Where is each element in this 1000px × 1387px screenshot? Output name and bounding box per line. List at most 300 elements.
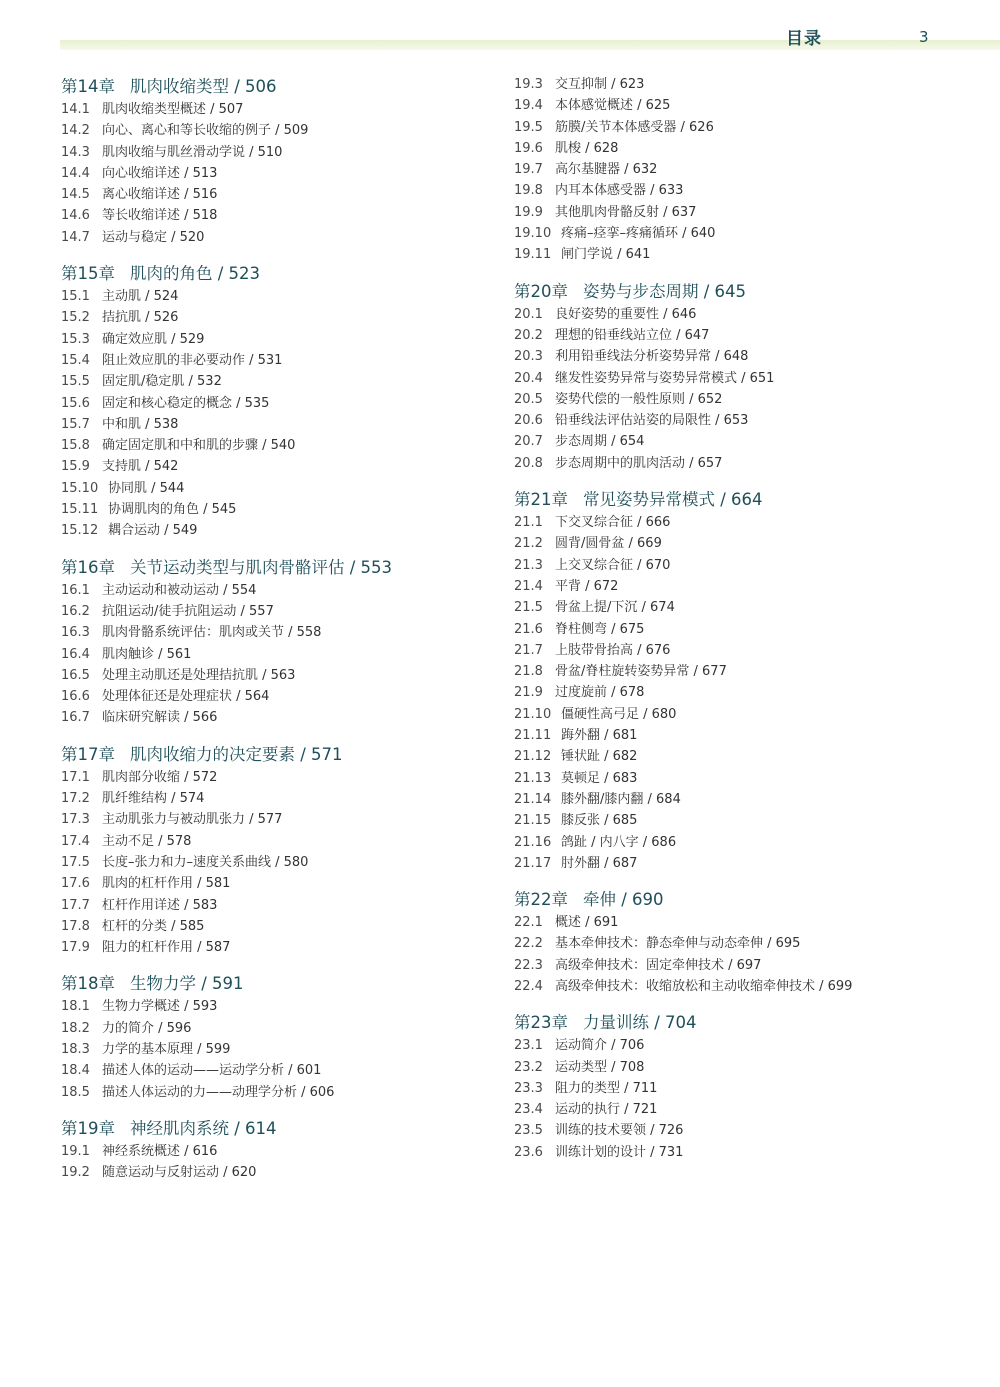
section-number: 18.4 — [61, 1063, 90, 1079]
toc-entry[interactable] — [61, 644, 491, 665]
section-title: 肌肉触诊 / 561 — [102, 646, 192, 662]
section-title: 膝外翻/膝内翻 / 684 — [561, 791, 681, 807]
section-title: 离心收缩详述 / 516 — [102, 187, 218, 203]
section-number: 19.6 — [514, 140, 543, 156]
section-number: 21.1 — [514, 515, 543, 531]
section-title: 过度旋前 / 678 — [555, 685, 645, 701]
section-number: 22.3 — [514, 957, 543, 973]
toc-entry[interactable] — [61, 435, 491, 456]
section-title: 闸门学说 / 641 — [561, 247, 651, 263]
section-title: 临床研究解读 / 566 — [102, 710, 218, 726]
toc-entry[interactable] — [61, 286, 491, 307]
section-title: 其他肌肉骨骼反射 / 637 — [555, 204, 697, 220]
section-number: 14.1 — [61, 102, 90, 117]
toc-entry[interactable] — [514, 389, 954, 410]
toc-entry[interactable] — [514, 74, 954, 95]
section-number: 21.5 — [514, 600, 543, 616]
section-number: 21.2 — [514, 536, 543, 552]
section-number: 14.3 — [61, 144, 90, 160]
toc-chapter — [514, 74, 954, 266]
toc-entry[interactable] — [514, 746, 954, 767]
section-title: 交互抑制 / 623 — [555, 77, 645, 92]
toc-entry[interactable] — [61, 831, 491, 852]
toc-column-left — [61, 76, 491, 1198]
section-title: 铅垂线法评估站姿的局限性 / 653 — [555, 413, 749, 429]
section-title: 长度–张力和力–速度关系曲线 / 580 — [102, 854, 309, 870]
toc-entry[interactable] — [514, 138, 954, 159]
toc-entry[interactable] — [61, 520, 491, 541]
section-number: 21.17 — [514, 855, 552, 871]
section-number: 21.10 — [514, 706, 552, 722]
section-number: 15.2 — [61, 310, 90, 326]
section-title: 协同肌 / 544 — [108, 480, 185, 496]
section-number: 20.8 — [514, 455, 543, 471]
section-number: 15.7 — [61, 416, 90, 432]
chapter-heading[interactable] — [514, 1012, 954, 1034]
section-title: 内耳本体感受器 / 633 — [555, 183, 684, 199]
toc-entry[interactable] — [514, 768, 954, 789]
section-number: 15.11 — [61, 502, 99, 518]
section-title: 姿势代偿的一般性原则 / 652 — [555, 391, 723, 407]
header-band — [60, 40, 1000, 50]
toc-entry[interactable] — [61, 788, 491, 809]
toc-chapter — [61, 973, 491, 1102]
toc-chapter — [61, 557, 491, 729]
chapter-heading[interactable] — [61, 76, 491, 98]
section-title: 概述 / 691 — [555, 915, 619, 931]
chapter-heading[interactable] — [61, 744, 491, 766]
chapter-heading[interactable] — [514, 489, 954, 511]
toc-entry[interactable] — [514, 853, 954, 874]
toc-entry[interactable] — [514, 95, 954, 116]
section-title: 下交叉综合征 / 666 — [555, 515, 671, 531]
chapter-heading[interactable] — [61, 1118, 491, 1140]
section-number: 15.9 — [61, 459, 90, 475]
section-title: 理想的铅垂线站立位 / 647 — [555, 327, 710, 343]
section-number: 16.6 — [61, 689, 90, 705]
toc-entry[interactable] — [514, 955, 954, 976]
section-title: 中和肌 / 538 — [102, 416, 179, 432]
toc-entry[interactable] — [61, 916, 491, 937]
section-title: 主动运动和被动运动 / 554 — [102, 582, 257, 598]
section-number: 18.3 — [61, 1041, 90, 1057]
section-number: 18.1 — [61, 999, 90, 1015]
section-number: 21.9 — [514, 685, 543, 701]
section-number: 22.2 — [514, 936, 543, 952]
section-title: 主动不足 / 578 — [102, 833, 192, 849]
toc-entry[interactable] — [514, 810, 954, 831]
section-number: 22.4 — [514, 978, 543, 994]
section-title: 力学的基本原理 / 599 — [102, 1041, 231, 1057]
section-number: 16.1 — [61, 582, 90, 598]
section-number: 21.12 — [514, 749, 552, 765]
section-number: 16.2 — [61, 603, 90, 619]
section-title: 高尔基腱器 / 632 — [555, 162, 658, 178]
toc-entry[interactable] — [514, 832, 954, 853]
section-number: 20.5 — [514, 391, 543, 407]
toc-entry[interactable] — [514, 912, 954, 933]
toc-entry[interactable] — [514, 202, 954, 223]
section-title: 运动类型 / 708 — [555, 1059, 645, 1075]
toc-entry[interactable] — [61, 227, 491, 248]
section-title: 上肢带骨抬高 / 676 — [555, 642, 671, 658]
section-title: 训练的技术要领 / 726 — [555, 1123, 684, 1139]
section-title: 耦合运动 / 549 — [108, 523, 198, 539]
section-number: 19.1 — [61, 1143, 90, 1159]
toc-entry[interactable] — [514, 368, 954, 389]
section-number: 19.5 — [514, 119, 543, 135]
section-number: 15.6 — [61, 395, 90, 411]
toc-entry[interactable] — [61, 184, 491, 205]
section-number: 16.7 — [61, 710, 90, 726]
toc-chapter — [514, 281, 954, 474]
chapter-number: 第19章 — [61, 1118, 115, 1138]
toc-entry[interactable] — [514, 682, 954, 703]
chapter-number: 第20章 — [514, 281, 568, 301]
section-title: 疼痛–痉挛–疼痛循环 / 640 — [561, 226, 716, 242]
section-title: 描述人体的运动——运动学分析 / 601 — [102, 1063, 322, 1079]
toc-entry[interactable] — [514, 346, 954, 367]
toc-chapter — [61, 744, 491, 959]
toc-entry[interactable] — [61, 996, 491, 1017]
section-number: 19.2 — [61, 1165, 90, 1181]
chapter-title: 神经肌肉系统 / 614 — [130, 1118, 277, 1138]
section-title: 确定固定肌和中和肌的步骤 / 540 — [102, 438, 296, 454]
toc-entry[interactable] — [514, 597, 954, 618]
section-number: 20.6 — [514, 413, 543, 429]
section-title: 固定肌/稳定肌 / 532 — [102, 374, 222, 390]
section-number: 21.14 — [514, 791, 552, 807]
section-number: 20.3 — [514, 349, 543, 365]
section-number: 20.7 — [514, 434, 543, 450]
section-title: 处理主动肌还是处理拮抗肌 / 563 — [102, 667, 296, 683]
toc-chapter — [61, 1118, 491, 1184]
section-title: 随意运动与反射运动 / 620 — [102, 1165, 257, 1181]
toc-entry[interactable] — [61, 456, 491, 477]
toc-entry[interactable] — [514, 1142, 954, 1163]
section-title: 锤状趾 / 682 — [561, 749, 638, 765]
section-number: 18.2 — [61, 1020, 90, 1036]
section-title: 鸽趾 / 内八字 / 686 — [561, 834, 677, 850]
section-number: 21.13 — [514, 770, 552, 786]
section-title: 筋膜/关节本体感受器 / 626 — [555, 119, 714, 135]
toc-chapter — [514, 1012, 954, 1163]
section-number: 23.2 — [514, 1059, 543, 1075]
chapter-number: 第23章 — [514, 1013, 568, 1033]
section-title: 膝反张 / 685 — [561, 813, 638, 829]
toc-entry[interactable] — [61, 393, 491, 414]
toc-entry[interactable] — [61, 707, 491, 728]
toc-chapter — [514, 889, 954, 997]
section-number: 21.8 — [514, 664, 543, 680]
toc-entry[interactable] — [514, 431, 954, 452]
section-title: 等长收缩详述 / 518 — [102, 208, 218, 224]
section-number: 16.3 — [61, 625, 90, 641]
toc-entry[interactable] — [61, 937, 491, 958]
section-title: 步态周期 / 654 — [555, 434, 645, 450]
toc-entry[interactable] — [61, 499, 491, 520]
section-title: 主动肌张力与被动肌张力 / 577 — [102, 812, 283, 828]
section-title: 阻力的类型 / 711 — [555, 1080, 658, 1096]
section-title: 利用铅垂线法分析姿势异常 / 648 — [555, 349, 749, 365]
chapter-number: 第14章 — [61, 77, 115, 96]
toc-entry[interactable] — [514, 661, 954, 682]
chapter-number: 第16章 — [61, 557, 115, 577]
section-number: 14.7 — [61, 229, 90, 245]
section-number: 15.10 — [61, 480, 99, 496]
section-number: 17.5 — [61, 854, 90, 870]
section-title: 杠杆的分类 / 585 — [102, 918, 205, 934]
section-number: 21.7 — [514, 642, 543, 658]
section-number: 19.9 — [514, 204, 543, 220]
section-number: 17.7 — [61, 897, 90, 913]
chapter-number: 第17章 — [61, 744, 115, 764]
toc-entry[interactable] — [514, 410, 954, 431]
toc-entry[interactable] — [514, 725, 954, 746]
toc-entry[interactable] — [61, 767, 491, 788]
section-number: 23.3 — [514, 1080, 543, 1096]
toc-entry[interactable] — [514, 976, 954, 997]
section-title: 高级牵伸技术：收缩放松和主动收缩牵伸技术 / 699 — [555, 978, 853, 994]
toc-entry[interactable] — [61, 895, 491, 916]
section-number: 14.5 — [61, 187, 90, 203]
toc-entry[interactable] — [514, 325, 954, 346]
section-title: 向心、离心和等长收缩的例子 / 509 — [102, 123, 309, 139]
chapter-number: 第21章 — [514, 490, 568, 510]
section-number: 19.11 — [514, 247, 552, 263]
toc-entry[interactable] — [514, 1120, 954, 1141]
toc-entry[interactable] — [514, 704, 954, 725]
section-title: 主动肌 / 524 — [102, 289, 179, 305]
chapter-title: 常见姿势异常模式 / 664 — [583, 490, 763, 510]
section-number: 19.10 — [514, 226, 552, 242]
toc-entry[interactable] — [514, 1099, 954, 1120]
chapter-title: 姿势与步态周期 / 645 — [583, 281, 747, 301]
section-number: 14.2 — [61, 123, 90, 139]
section-number: 19.3 — [514, 77, 543, 92]
section-title: 踇外翻 / 681 — [561, 728, 638, 744]
section-number: 15.1 — [61, 289, 90, 305]
section-title: 肌肉骨骼系统评估：肌肉或关节 / 558 — [102, 625, 322, 641]
section-title: 肌肉部分收缩 / 572 — [102, 769, 218, 785]
toc-entry[interactable] — [61, 120, 491, 141]
toc-entry[interactable] — [61, 809, 491, 830]
section-number: 14.4 — [61, 165, 90, 181]
section-title: 肌纤维结构 / 574 — [102, 791, 205, 807]
toc-entry[interactable] — [514, 789, 954, 810]
chapter-title: 肌肉收缩力的决定要素 / 571 — [130, 744, 343, 764]
toc-entry[interactable] — [61, 1082, 491, 1103]
toc-entry[interactable] — [61, 873, 491, 894]
toc-entry[interactable] — [514, 244, 954, 265]
toc-entry[interactable] — [514, 933, 954, 954]
section-title: 僵硬性高弓足 / 680 — [561, 706, 677, 722]
section-title: 运动与稳定 / 520 — [102, 229, 205, 245]
section-title: 杠杆作用详述 / 583 — [102, 897, 218, 913]
toc-entry[interactable] — [61, 478, 491, 499]
section-number: 15.5 — [61, 374, 90, 390]
toc-entry[interactable] — [61, 371, 491, 392]
toc-entry[interactable] — [514, 555, 954, 576]
section-title: 阻力的杠杆作用 / 587 — [102, 940, 231, 956]
toc-entry[interactable] — [514, 619, 954, 640]
section-title: 训练计划的设计 / 731 — [555, 1144, 684, 1160]
section-number: 17.8 — [61, 918, 90, 934]
toc-entry[interactable] — [61, 414, 491, 435]
section-title: 莫顿足 / 683 — [561, 770, 638, 786]
section-title: 阻止效应肌的非必要动作 / 531 — [102, 352, 283, 368]
section-title: 生物力学概述 / 593 — [102, 999, 218, 1015]
chapter-number: 第18章 — [61, 974, 115, 994]
section-title: 高级牵伸技术：固定牵伸技术 / 697 — [555, 957, 762, 973]
section-title: 脊柱侧弯 / 675 — [555, 621, 645, 637]
section-title: 步态周期中的肌肉活动 / 657 — [555, 455, 723, 471]
section-number: 17.6 — [61, 876, 90, 892]
toc-entry[interactable] — [514, 1078, 954, 1099]
section-title: 平背 / 672 — [555, 578, 619, 594]
toc-entry[interactable] — [514, 576, 954, 597]
toc-entry[interactable] — [61, 622, 491, 643]
section-number: 21.11 — [514, 728, 552, 744]
toc-entry[interactable] — [514, 453, 954, 474]
section-number: 17.2 — [61, 791, 90, 807]
section-title: 处理体征还是处理症状 / 564 — [102, 689, 270, 705]
toc-entry[interactable] — [514, 223, 954, 244]
chapter-number: 第15章 — [61, 264, 115, 284]
section-title: 向心收缩详述 / 513 — [102, 165, 218, 181]
chapter-title: 力量训练 / 704 — [583, 1013, 697, 1033]
section-title: 本体感觉概述 / 625 — [555, 98, 671, 114]
toc-entry[interactable] — [514, 159, 954, 180]
toc-entry[interactable] — [514, 533, 954, 554]
toc-entry[interactable] — [61, 852, 491, 873]
section-title: 确定效应肌 / 529 — [102, 331, 205, 347]
chapter-title: 肌肉的角色 / 523 — [130, 264, 261, 284]
section-title: 描述人体运动的力——动理学分析 / 606 — [102, 1084, 335, 1100]
toc-column-right — [514, 76, 954, 1178]
toc-entry[interactable] — [61, 329, 491, 350]
section-number: 23.5 — [514, 1123, 543, 1139]
section-title: 良好姿势的重要性 / 646 — [555, 306, 697, 322]
toc-entry[interactable] — [514, 1057, 954, 1078]
section-title: 抗阻运动/徒手抗阻运动 / 557 — [102, 603, 274, 619]
page-title: 目录 — [786, 29, 822, 49]
toc-entry[interactable] — [61, 99, 491, 120]
section-title: 肌梭 / 628 — [555, 140, 619, 156]
section-title: 协调肌肉的角色 / 545 — [108, 502, 237, 518]
section-number: 15.3 — [61, 331, 90, 347]
section-title: 肌肉收缩类型概述 / 507 — [102, 102, 244, 117]
section-title: 骨盆上提/下沉 / 674 — [555, 600, 675, 616]
chapter-title: 牵伸 / 690 — [583, 890, 664, 910]
section-number: 20.4 — [514, 370, 543, 386]
section-number: 23.4 — [514, 1102, 543, 1118]
section-number: 23.1 — [514, 1038, 543, 1054]
section-number: 15.12 — [61, 523, 99, 539]
section-number: 20.2 — [514, 327, 543, 343]
section-number: 18.5 — [61, 1084, 90, 1100]
section-number: 15.8 — [61, 438, 90, 454]
section-title: 基本牵伸技术：静态牵伸与动态牵伸 / 695 — [555, 936, 801, 952]
section-number: 22.1 — [514, 915, 543, 931]
section-number: 14.6 — [61, 208, 90, 224]
toc-entry[interactable] — [514, 304, 954, 325]
section-number: 17.4 — [61, 833, 90, 849]
section-title: 圆背/圆骨盆 / 669 — [555, 536, 662, 552]
toc-chapter — [61, 263, 491, 542]
section-title: 拮抗肌 / 526 — [102, 310, 179, 326]
toc-entry[interactable] — [61, 1162, 491, 1183]
section-number: 17.9 — [61, 940, 90, 956]
toc-entry[interactable] — [61, 1018, 491, 1039]
toc-entry[interactable] — [514, 1035, 954, 1056]
chapter-heading[interactable] — [61, 973, 491, 995]
chapter-heading[interactable] — [514, 889, 954, 911]
toc-entry[interactable] — [61, 686, 491, 707]
section-title: 固定和核心稳定的概念 / 535 — [102, 395, 270, 411]
section-title: 神经系统概述 / 616 — [102, 1143, 218, 1159]
chapter-heading[interactable] — [61, 557, 491, 579]
section-number: 21.16 — [514, 834, 552, 850]
toc-entry[interactable] — [61, 1141, 491, 1162]
section-number: 19.4 — [514, 98, 543, 114]
toc-entry[interactable] — [61, 163, 491, 184]
toc-entry[interactable] — [514, 117, 954, 138]
section-number: 16.4 — [61, 646, 90, 662]
section-title: 运动简介 / 706 — [555, 1038, 645, 1054]
section-number: 19.7 — [514, 162, 543, 178]
section-number: 21.3 — [514, 557, 543, 573]
chapter-heading[interactable] — [61, 263, 491, 285]
section-number: 21.15 — [514, 813, 552, 829]
chapter-number: 第22章 — [514, 890, 568, 910]
section-title: 力的简介 / 596 — [102, 1020, 192, 1036]
section-title: 运动的执行 / 721 — [555, 1102, 658, 1118]
section-title: 肘外翻 / 687 — [561, 855, 638, 871]
toc-entry[interactable] — [61, 205, 491, 226]
toc-entry[interactable] — [61, 580, 491, 601]
toc-entry[interactable] — [61, 1039, 491, 1060]
chapter-title: 生物力学 / 591 — [130, 974, 244, 994]
toc-entry[interactable] — [61, 350, 491, 371]
section-number: 20.1 — [514, 306, 543, 322]
chapter-title: 肌肉收缩类型 / 506 — [130, 77, 277, 96]
section-number: 21.4 — [514, 578, 543, 594]
section-number: 17.3 — [61, 812, 90, 828]
toc-entry[interactable] — [61, 1060, 491, 1081]
section-title: 骨盆/脊柱旋转姿势异常 / 677 — [555, 664, 727, 680]
chapter-heading[interactable] — [514, 281, 954, 303]
toc-chapter — [514, 489, 954, 874]
section-number: 17.1 — [61, 769, 90, 785]
toc-entry[interactable] — [514, 512, 954, 533]
toc-entry[interactable] — [514, 640, 954, 661]
section-title: 肌肉收缩与肌丝滑动学说 / 510 — [102, 144, 283, 160]
toc-entry[interactable] — [61, 307, 491, 328]
toc-entry[interactable] — [514, 180, 954, 201]
section-number: 23.6 — [514, 1144, 543, 1160]
section-title: 支持肌 / 542 — [102, 459, 179, 475]
toc-entry[interactable] — [61, 665, 491, 686]
page-number: 3 — [919, 28, 929, 46]
section-number: 16.5 — [61, 667, 90, 683]
section-number: 15.4 — [61, 352, 90, 368]
section-title: 继发性姿势异常与姿势异常模式 / 651 — [555, 370, 775, 386]
toc-entry[interactable] — [61, 601, 491, 622]
section-title: 上交叉综合征 / 670 — [555, 557, 671, 573]
toc-entry[interactable] — [61, 142, 491, 163]
section-number: 19.8 — [514, 183, 543, 199]
